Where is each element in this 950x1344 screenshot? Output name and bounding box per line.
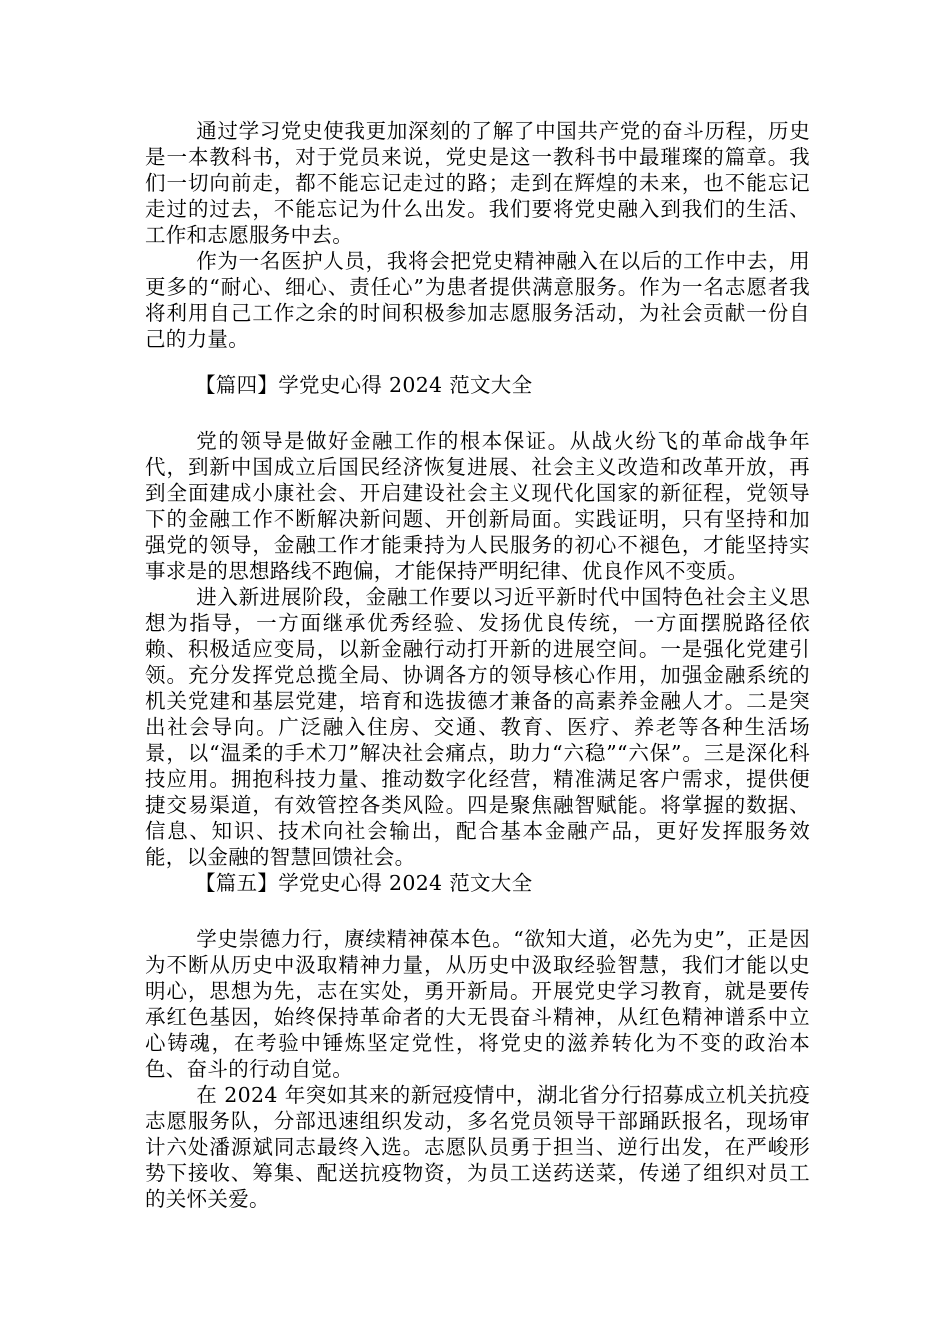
section-heading-part-five: 【篇五】学党史心得 2024 范文大全 — [195, 871, 533, 895]
spacer — [145, 398, 810, 428]
section-heading-part-four: 【篇四】学党史心得 2024 范文大全 — [195, 373, 533, 397]
document-page — [145, 118, 810, 1212]
paragraph-study-history-virtue: 学史崇德力行，赓续精神葆本色。“欲知大道，必先为史”，正是因为不断从历史中汲取精神力量，从历史中汲取经验智慧，我们才能以史明心，思想为先，志在实处，勇开新局。开展党史学习教育，就是要传承红色基因，始终保持革命者的大无畏奋斗精神，从红色精神谱系中立心铸魂，在考验中锤炼坚定党性，将党史的滋养转化为不变的政治本色、奋斗的行动自觉。 — [145, 927, 810, 1081]
paragraph-new-development-stage: 进入新进展阶段，金融工作要以习近平新时代中国特色社会主义思想为指导，一方面继承优秀经验、发扬优良传统，一方面摆脱路径依赖、积极适应变局，以新金融行动打开新的进展空间。一是强化党建引领。充分发挥党总揽全局、协调各方的领导核心作用，加强金融系统的机关党建和基层党建，培育和选拔德才兼备的高素养金融人才。二是突出社会导向。广泛融入住房、交通、教育、医疗、养老等各种生活场景，以“温柔的手术刀”解决社会痛点，助力“六稳”“六保”。三是深化科技应用。拥抱科技力量、推动数字化经营，精准满足客户需求，提供便捷交易渠道，有效管控各类风险。四是聚焦融智赋能。将掌握的数据、信息、知识、技术向社会输出，配合基本金融产品，更好发挥服务效能，以金融的智慧回馈社会。 — [145, 585, 810, 869]
paragraph-party-history-study: 通过学习党史使我更加深刻的了解了中国共产党的奋斗历程，历史是一本教科书，对于党员来说，党史是这一教科书中最璀璨的篇章。我们一切向前走，都不能忘记走过的路；走到在辉煌的未来，也不能忘记走过的过去，不能忘记为什么出发。我们要将党史融入到我们的生活、工作和志愿服务中去。 — [145, 119, 810, 247]
paragraph-medical-worker: 作为一名医护人员，我将会把党史精神融入在以后的工作中去，用更多的“耐心、细心、责任心”为患者提供满意服务。作为一名志愿者我将利用自己工作之余的时间积极参加志愿服务活动，为社会贡献一份自己的力量。 — [145, 249, 810, 351]
spacer — [145, 352, 810, 372]
paragraph-epidemic-volunteers: 在 2024 年突如其来的新冠疫情中，湖北省分行招募成立机关抗疫志愿服务队，分部迅速组织发动，多名党员领导干部踊跃报名，现场审计六处潘源斌同志最终入选。志愿队员勇于担当、逆行出发，在严峻形势下接收、筹集、配送抗疫物资，为员工送药送菜，传递了组织对员工的关怀关爱。 — [145, 1083, 810, 1211]
paragraph-party-leadership-finance: 党的领导是做好金融工作的根本保证。从战火纷飞的革命战争年代，到新中国成立后国民经济恢复进展、社会主义改造和改革开放，再到全面建成小康社会、开启建设社会主义现代化国家的新征程，党领导下的金融工作不断解决新问题、开创新局面。实践证明，只有坚持和加强党的领导，金融工作才能秉持为人民服务的初心不褪色，才能坚持实事求是的思想路线不跑偏，才能保持严明纪律、优良作风不变质。 — [145, 429, 810, 583]
spacer — [145, 896, 810, 926]
